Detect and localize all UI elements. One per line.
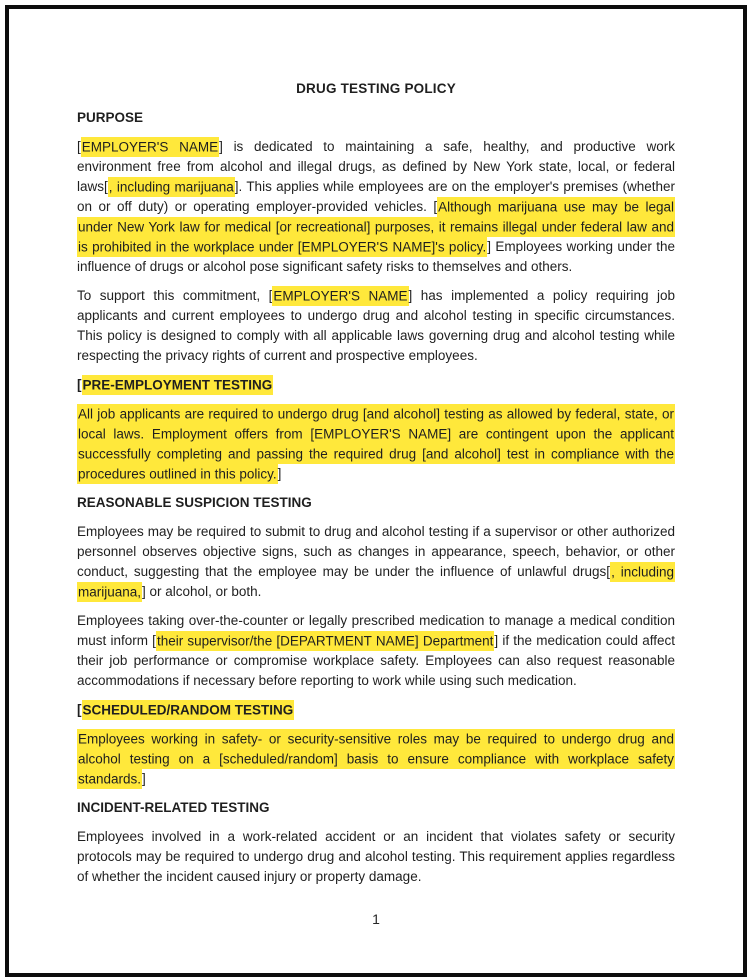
section-heading (77, 375, 675, 395)
highlighted-text: EMPLOYER'S NAME (81, 137, 219, 157)
text-run: ] or alcohol, or both. (142, 584, 262, 599)
document-page (5, 5, 747, 977)
text-run: ] if the medication could affect their job performance or compromise workplace safety. Employees can also request reasonable accommodations if necessary before reporting to work while using such medication. (77, 633, 676, 688)
highlighted-text: All job applicants are required to undergo drug [and alcohol] testing as allowed by federal, state, or local laws. Employment offers from [EMPLOYER'S NAME] are contingent upon the applicant successfully completing and passing the required drug [and alcohol] test in compliance with the procedures outlined in this policy. (77, 404, 675, 484)
paragraph (77, 827, 675, 887)
text-run: ] Employees working under the influence of drugs or alcohol pose significant safety risks to themselves and others. (77, 239, 675, 274)
paragraph (77, 137, 675, 277)
highlighted-text: Employees working in safety- or security-sensitive roles may be required to undergo drug and alcohol testing on a [scheduled/random] basis to ensure compliance with workplace safety standards. (77, 729, 675, 789)
highlighted-text: SCHEDULED/RANDOM TESTING (82, 700, 295, 720)
section-heading (77, 798, 675, 818)
text-run: ] has implemented a policy requiring job applicants and current employees to undergo drug and alcohol testing in specific circumstances. This policy is designed to comply with all applicable laws governing drug and alcohol testing while respecting the privacy rights of current and prospective employees. (77, 288, 675, 363)
paragraph (77, 286, 675, 366)
section-heading (77, 108, 675, 128)
text-run: ] (142, 771, 146, 786)
document-body (77, 108, 675, 887)
paragraph (77, 522, 675, 602)
text-run: INCIDENT-RELATED TESTING (77, 800, 270, 815)
section-heading (77, 493, 675, 513)
highlighted-text: PRE-EMPLOYMENT TESTING (82, 375, 274, 395)
paragraph (77, 611, 675, 691)
text-run: To support this commitment, [ (77, 288, 273, 303)
text-run: REASONABLE SUSPICION TESTING (77, 495, 312, 510)
text-run: Employees may be required to submit to drug and alcohol testing if a supervisor or other authorized personnel observes objective signs, such as changes in appearance, speech, behavior, or other conduct, suggesting that the employee may be under the influence of unlawful drugs[ (77, 524, 675, 579)
text-run: ]. This applies while employees are on the employer's premises (whether on or off duty) or operating employer-provided vehicles. [ (77, 179, 675, 214)
paragraph (77, 729, 675, 789)
section-heading (77, 700, 675, 720)
highlighted-text: EMPLOYER'S NAME (272, 286, 408, 306)
document-title: DRUG TESTING POLICY (296, 81, 456, 96)
text-run: [ (77, 139, 81, 154)
text-run: Employees taking over-the-counter or legally prescribed medication to manage a medical condition must inform [ (77, 613, 675, 648)
text-run: [ (77, 702, 82, 717)
text-run: Employees involved in a work-related accident or an incident that violates safety or security protocols may be required to undergo drug and alcohol testing. This requirement applies regardless of whether the incident caused injury or property damage. (77, 829, 675, 884)
highlighted-text: Although marijuana use may be legal under New York law for medical [or recreational] purposes, it remains illegal under federal law and is prohibited in the workplace under [EMPLOYER'S NAME]'s policy. (77, 197, 675, 257)
document-content (77, 79, 675, 896)
text-run: [ (77, 377, 82, 392)
highlighted-text: their supervisor/the [DEPARTMENT NAME] Department (156, 631, 494, 651)
highlighted-text: , including marijuana, (77, 562, 675, 602)
text-run: ] is dedicated to maintaining a safe, healthy, and productive work environment free from alcohol and illegal drugs, as defined by New York state, local, or federal laws[ (77, 139, 675, 194)
text-run: PURPOSE (77, 110, 144, 125)
text-run: ] (277, 466, 282, 481)
paragraph (77, 404, 675, 484)
highlighted-text: , including marijuana (108, 177, 235, 197)
page-number: 1 (372, 911, 380, 927)
